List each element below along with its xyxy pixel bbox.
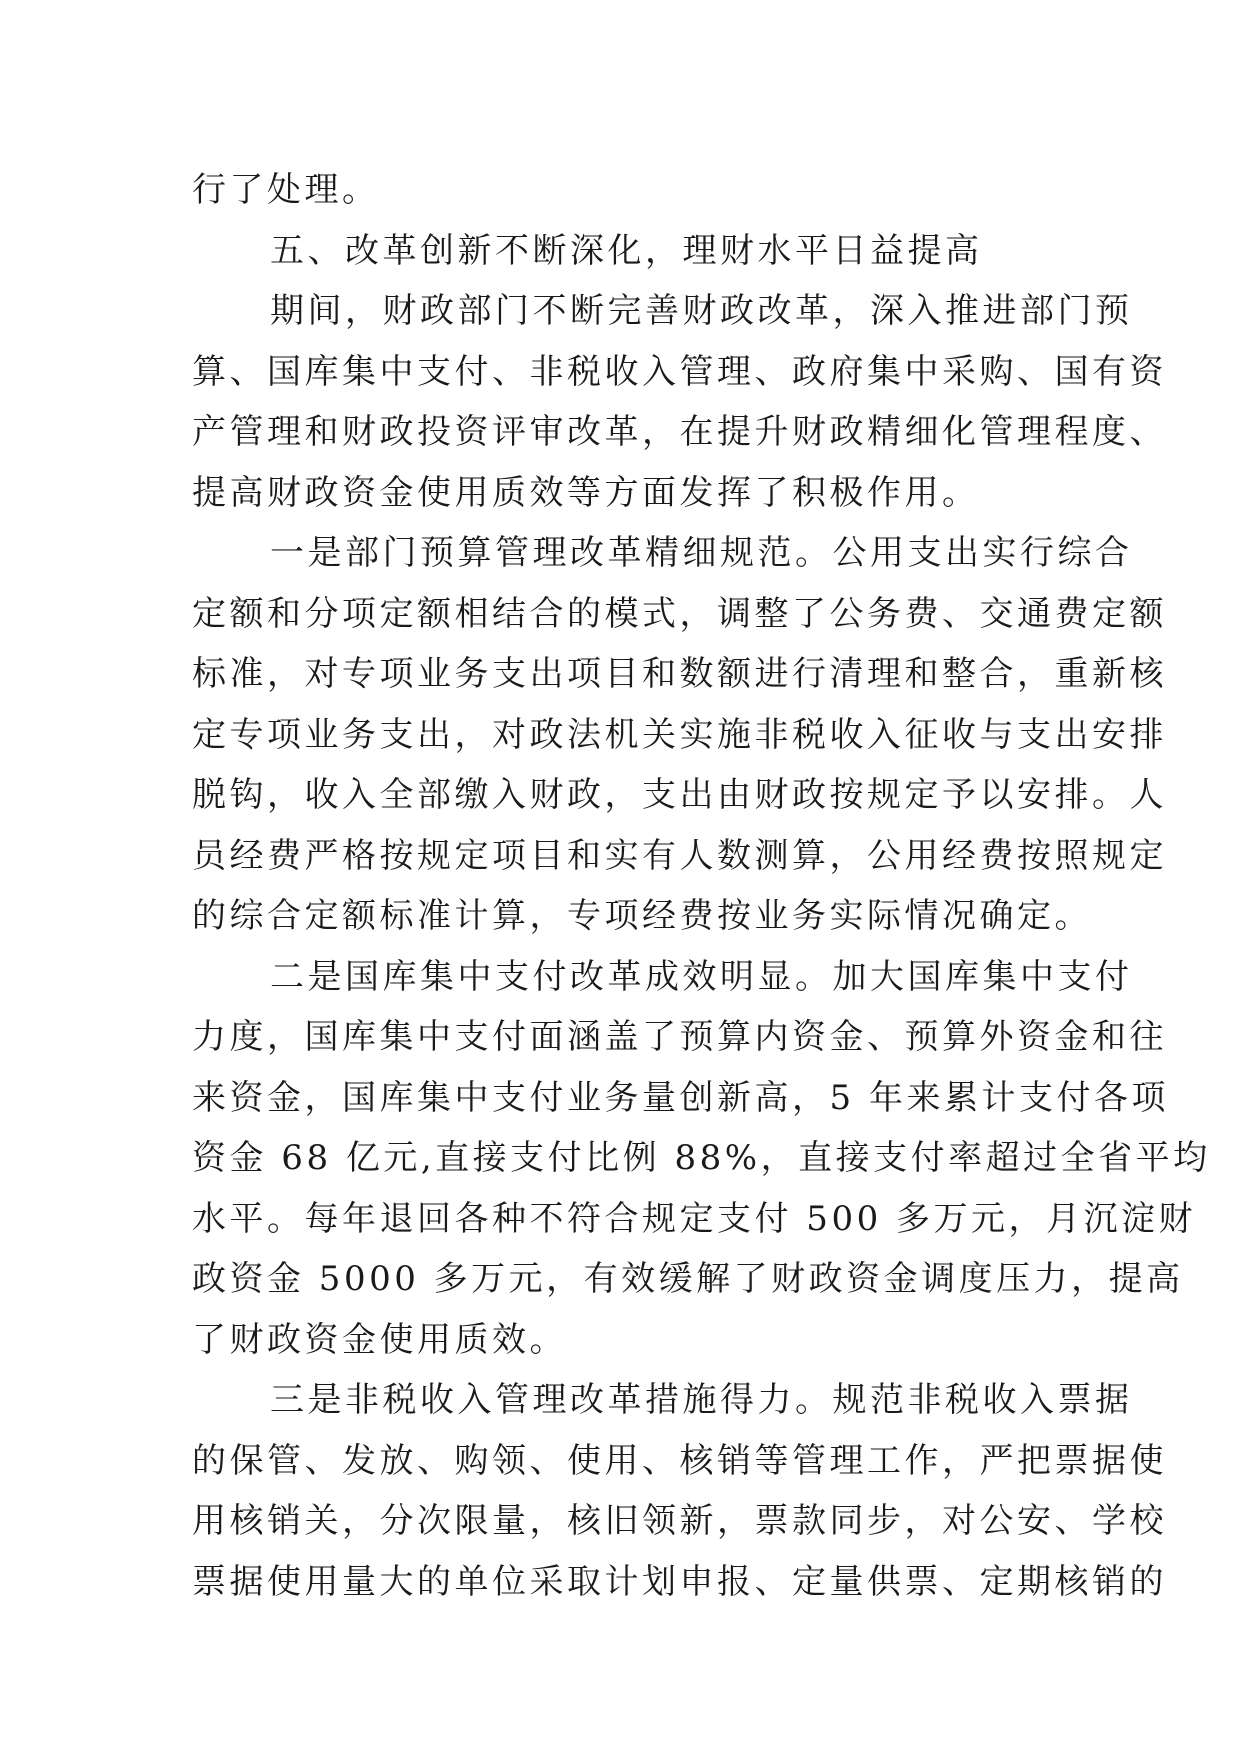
text-line: 水平。每年退回各种不符合规定支付 500 多万元，月沉淀财 — [192, 1198, 1197, 1239]
text-line: 政资金 5000 多万元，有效缓解了财政资金调度压力，提高 — [192, 1259, 1184, 1299]
text-line: 提高财政资金使用质效等方面发挥了积极作用。 — [192, 472, 980, 513]
text-line: 员经费严格按规定项目和实有人数测算，公用经费按照规定 — [192, 835, 1167, 876]
text-line: 算、国库集中支付、非税收入管理、政府集中采购、国有资 — [192, 351, 1167, 392]
text-line: 二是国库集中支付改革成效明显。加大国库集中支付 — [270, 956, 1133, 997]
text-line: 来资金，国库集中支付业务量创新高，5 年来累计支付各项 — [192, 1077, 1169, 1118]
text-line: 行了处理。 — [192, 170, 380, 210]
text-line: 资金 68 亿元,直接支付比例 88%，直接支付率超过全省平均 — [192, 1138, 1211, 1178]
text-line: 三是非税收入管理改革措施得力。规范非税收入票据 — [270, 1380, 1133, 1420]
section-heading: 五、改革创新不断深化，理财水平日益提高 — [270, 230, 983, 271]
text-line: 一是部门预算管理改革精细规范。公用支出实行综合 — [270, 533, 1133, 573]
text-line: 脱钩，收入全部缴入财政，支出由财政按规定予以安排。人 — [192, 775, 1167, 815]
text-line: 的综合定额标准计算，专项经费按业务实际情况确定。 — [192, 896, 1092, 936]
text-line: 产管理和财政投资评审改革，在提升财政精细化管理程度、 — [192, 412, 1167, 452]
text-line: 定专项业务支出，对政法机关实施非税收入征收与支出安排 — [192, 714, 1167, 755]
text-line: 了财政资金使用质效。 — [192, 1319, 567, 1360]
text-line: 用核销关，分次限量，核旧领新，票款同步，对公安、学校 — [192, 1501, 1167, 1541]
text-line: 期间，财政部门不断完善财政改革，深入推进部门预 — [270, 291, 1133, 331]
text-line: 定额和分项定额相结合的模式，调整了公务费、交通费定额 — [192, 593, 1167, 634]
text-line: 标准，对专项业务支出项目和数额进行清理和整合，重新核 — [192, 654, 1167, 694]
text-line: 力度，国库集中支付面涵盖了预算内资金、预算外资金和往 — [192, 1017, 1167, 1057]
text-line: 的保管、发放、购领、使用、核销等管理工作，严把票据使 — [192, 1440, 1167, 1481]
text-line: 票据使用量大的单位采取计划申报、定量供票、定期核销的 — [192, 1561, 1167, 1602]
body-text — [192, 160, 1211, 1612]
